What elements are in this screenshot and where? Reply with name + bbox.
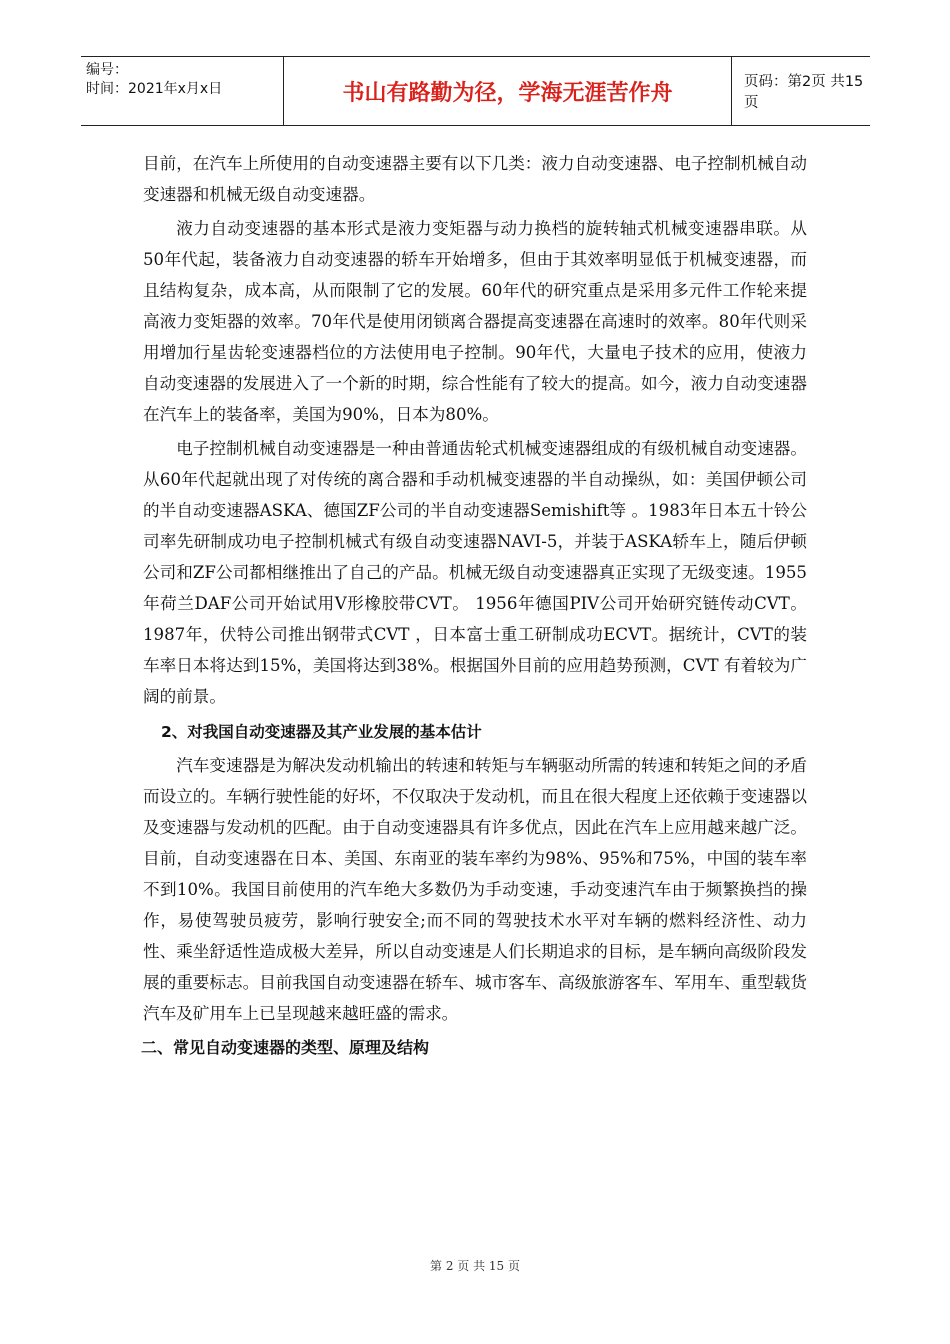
header-page-info: 页码：第2页 共15页	[744, 74, 864, 111]
page-header	[81, 56, 870, 126]
paragraph-4: 汽车变速器是为解决发动机输出的转速和转矩与车辆驱动所需的转速和转矩之间的矛盾而设立的。车辆行驶性能的好坏，不仅取决于发动机，而且在很大程度上还依赖于变速器以及变速器与发动机的匹配。由于自动变速器具有许多优点，因此在汽车上应用越来越广泛。目前，自动变速器在日本、美国、东南亚的装车率约为98%、95%和75%，中国的装车率不到10%。我国目前使用的汽车绝大多数仍为手动变速，手动变速汽车由于频繁换挡的操作，易使驾驶员疲劳，影响行驶安全;而不同的驾驶技术水平对车辆的燃料经济性、动力性、乘坐舒适性造成极大差异，所以自动变速是人们长期追求的目标，是车辆向高级阶段发展的重要标志。目前我国自动变速器在轿车、城市客车、高级旅游客车、军用车、重型载货汽车及矿用车上已呈现越来越旺盛的需求。	[143, 756, 807, 1023]
header-meta	[81, 57, 283, 125]
doc-number-label: 编号：	[86, 62, 128, 78]
section-heading-2: 2、对我国自动变速器及其产业发展的基本估计	[161, 723, 482, 741]
paragraph-3: 电子控制机械自动变速器是一种由普通齿轮式机械变速器组成的有级机械自动变速器。从60年代起就出现了对传统的离合器和手动机械变速器的半自动操纵，如：美国伊顿公司的半自动变速器ASKA、德国ZF公司的半自动变速器Semishift等 。1983年日本五十铃公司率先研制成功电子控制机械式有级自动变速器NAVI-5，并装于ASKA轿车上，随后伊顿公司和ZF公司都相继推出了自己的产品。机械无级自动变速器真正实现了无级变速。1955年荷兰DAF公司开始试用V形橡胶带CVT。 1956年德国PIV公司开始研究链传动CVT。1987年，伏特公司推出钢带式CVT ，日本富士重工研制成功ECVT。据统计，CVT的装车率日本将达到15%，美国将达到38%。根据国外目前的应用趋势预测，CVT 有着较为广阔的前景。	[143, 439, 807, 706]
header-motto: 书山有路勤为径，学海无涯苦作舟	[283, 57, 732, 125]
doc-time-label: 时间：2021年x月x日	[86, 81, 223, 97]
chapter-heading-2: 二、常见自动变速器的类型、原理及结构	[141, 1038, 430, 1057]
paragraph-2: 液力自动变速器的基本形式是液力变矩器与动力换档的旋转轴式机械变速器串联。从50年代起，装备液力自动变速器的轿车开始增多，但由于其效率明显低于机械变速器，而且结构复杂，成本高，从而限制了它的发展。60年代的研究重点是采用多元件工作轮来提高液力变矩器的效率。70年代是使用闭锁离合器提高变速器在高速时的效率。80年代则采用增加行星齿轮变速器档位的方法使用电子控制。90年代，大量电子技术的应用，使液力自动变速器的发展进入了一个新的时期，综合性能有了较大的提高。如今，液力自动变速器在汽车上的装备率，美国为90%，日本为80%。	[143, 219, 807, 424]
paragraph-1: 目前，在汽车上所使用的自动变速器主要有以下几类：液力自动变速器、电子控制机械自动变速器和机械无级自动变速器。	[143, 154, 807, 204]
page-footer: 第 2 页 共 15 页	[430, 1259, 520, 1273]
document-body	[143, 148, 807, 1063]
